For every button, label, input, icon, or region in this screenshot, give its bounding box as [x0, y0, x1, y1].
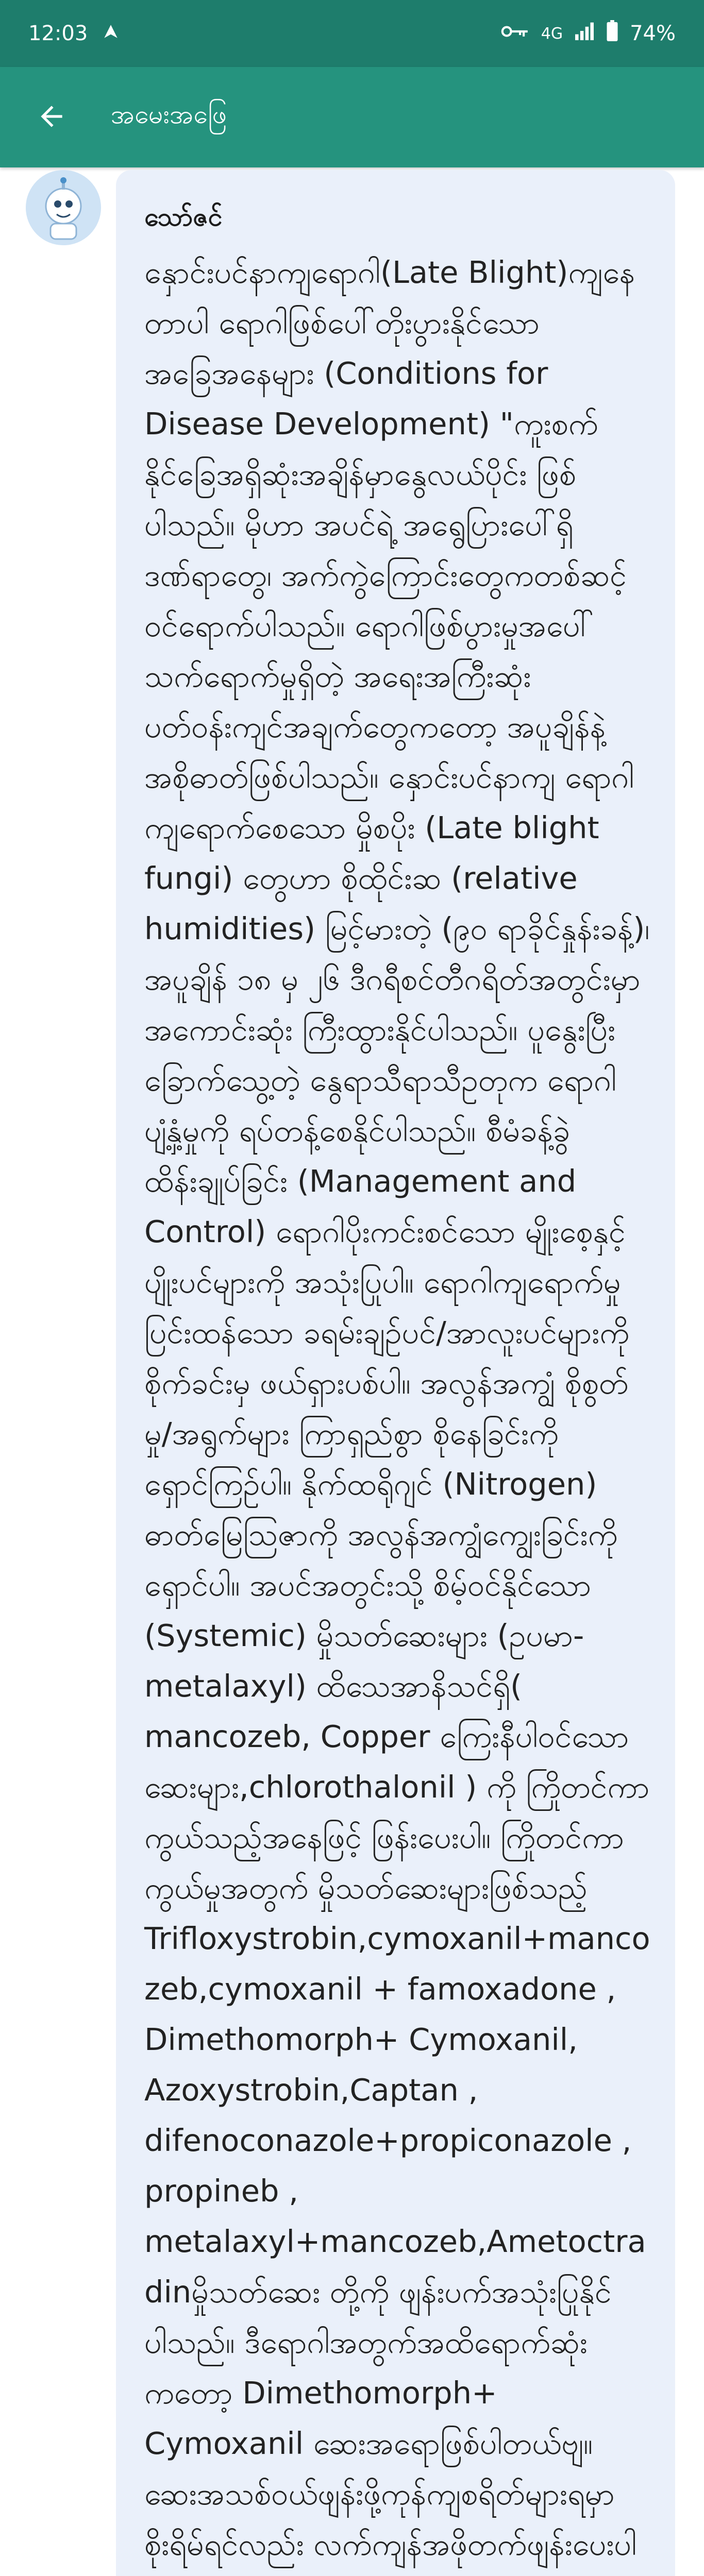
answer-card [116, 170, 675, 2576]
status-right [501, 20, 676, 47]
network-type: 4G [541, 24, 563, 43]
status-bar [0, 0, 704, 67]
app-bar [0, 67, 704, 167]
key-icon [501, 22, 530, 45]
signal-icon [574, 22, 595, 45]
battery-percent: 74% [630, 22, 676, 45]
back-button[interactable] [21, 87, 82, 148]
answer-body: နှောင်းပင်နာကျရောဂါ(Late Blight)ကျနေတာပါ ရောဂါဖြစ်ပေါ်တိုးပွားနိုင်သော အခြေအနေများ (Conditions for Disease Development) "ကူးစက်နိုင်ခြေအရှိဆုံးအချိန်မှာနွေလယ်ပိုင်း ဖြစ်ပါသည်။ မိုဟာ အပင်ရဲ့ အရွေပြားပေါ်ရှိ ဒဏ်ရာတွေ၊ အက်ကွဲကြောင်းတွေကတစ်ဆင့် ဝင်ရောက်ပါသည်။ ရောဂါဖြစ်ပွားမှုအပေါ် သက်ရောက်မှုရှိတဲ့ အရေးအကြီးဆုံး ပတ်ဝန်းကျင်အချက်တွေကတော့ အပူချိန်နဲ့ အစိုဓာတ်ဖြစ်ပါသည်။ နှောင်းပင်နာကျ ရောဂါကျရောက်စေသော မှိုစပိုး (Late blight fungi) တွေဟာ စိုထိုင်းဆ (relative humidities) မြင့်မားတဲ့ (၉၀ ရာခိုင်နှုန်းခန့်)၊ အပူချိန် ၁၈ မှ ၂၆ ဒီဂရီစင်တီဂရိတ်အတွင်းမှာ အကောင်းဆုံး ကြီးထွားနိုင်ပါသည်။ ပူနွေးပြီး ခြောက်သွေ့တဲ့ နွေရာသီရာသီဥတုက ရောဂါပျံ့နှံ့မှုကို ရပ်တန့်စေနိုင်ပါသည်။ စီမံခန့်ခွဲထိန်းချုပ်ခြင်း (Management and Control) ရောဂါပိုးကင်းစင်သော မျိုးစေ့နှင့် ပျိုးပင်များကို အသုံးပြုပါ။ ရောဂါကျရောက်မှု ပြင်းထန်သော ခရမ်းချဉ်ပင်/အာလူးပင်များကို စိုက်ခင်းမှ ဖယ်ရှားပစ်ပါ။ အလွန်အကျွံ စိုစွတ်မှု/အရွက်များ ကြာရှည်စွာ စိုနေခြင်းကို ရှောင်ကြဉ်ပါ။ နိုက်ထရိုဂျင် (Nitrogen) ဓာတ်မြေသြဇာကို အလွန်အကျွံကျွေးခြင်းကို ရှောင်ပါ။ အပင်အတွင်းသို့ စိမ့်ဝင်နိုင်သော (Systemic) မှိုသတ်ဆေးများ (ဥပမာ- metalaxyl) ထိသေအာနိသင်ရှိ( mancozeb, Copper ကြေးနီပါဝင်သောဆေးများ,chlorothalonil ) ကို ကြိုတင်ကာကွယ်သည့်အနေဖြင့် ဖြန်းပေးပါ။ ကြိုတင်ကာကွယ်မှုအတွက် မှိုသတ်ဆေးများဖြစ်သည့် Trifloxystrobin,cymoxanil+mancozeb,cymoxanil + famoxadone , Dimethomorph+ Cymoxanil, Azoxystrobin,Captan , difenoconazole+propiconazole , propineb , metalaxyl+mancozeb,Ametoctradinမှိုသတ်ဆေး တို့ကို ဖျန်းပက်အသုံးပြုနိုင်ပါသည်။ ဒီရောဂါအတွက်အထိရောက်ဆုံးကတော့ Dimethomorph+ Cymoxanil ဆေးအရောဖြစ်ပါတယ်ဗျ။ ဆေးအသစ်ဝယ်ဖျန်းဖို့ကုန်ကျစရိတ်များရမှာစိုးရိမ်ရင်လည်း လက်ကျန်အဖိုတက်ဖျန်းပေးပါ [144, 255, 650, 2562]
battery-icon [606, 20, 618, 47]
answer-author[interactable]: သော်ဇင် [144, 202, 223, 232]
navigation-arrow-icon [102, 22, 120, 45]
arrow-left-icon [36, 100, 68, 134]
status-time: 12:03 [28, 22, 88, 45]
page-title: အမေးအဖြေ [111, 99, 227, 129]
status-left [28, 22, 120, 45]
avatar[interactable] [26, 170, 101, 245]
